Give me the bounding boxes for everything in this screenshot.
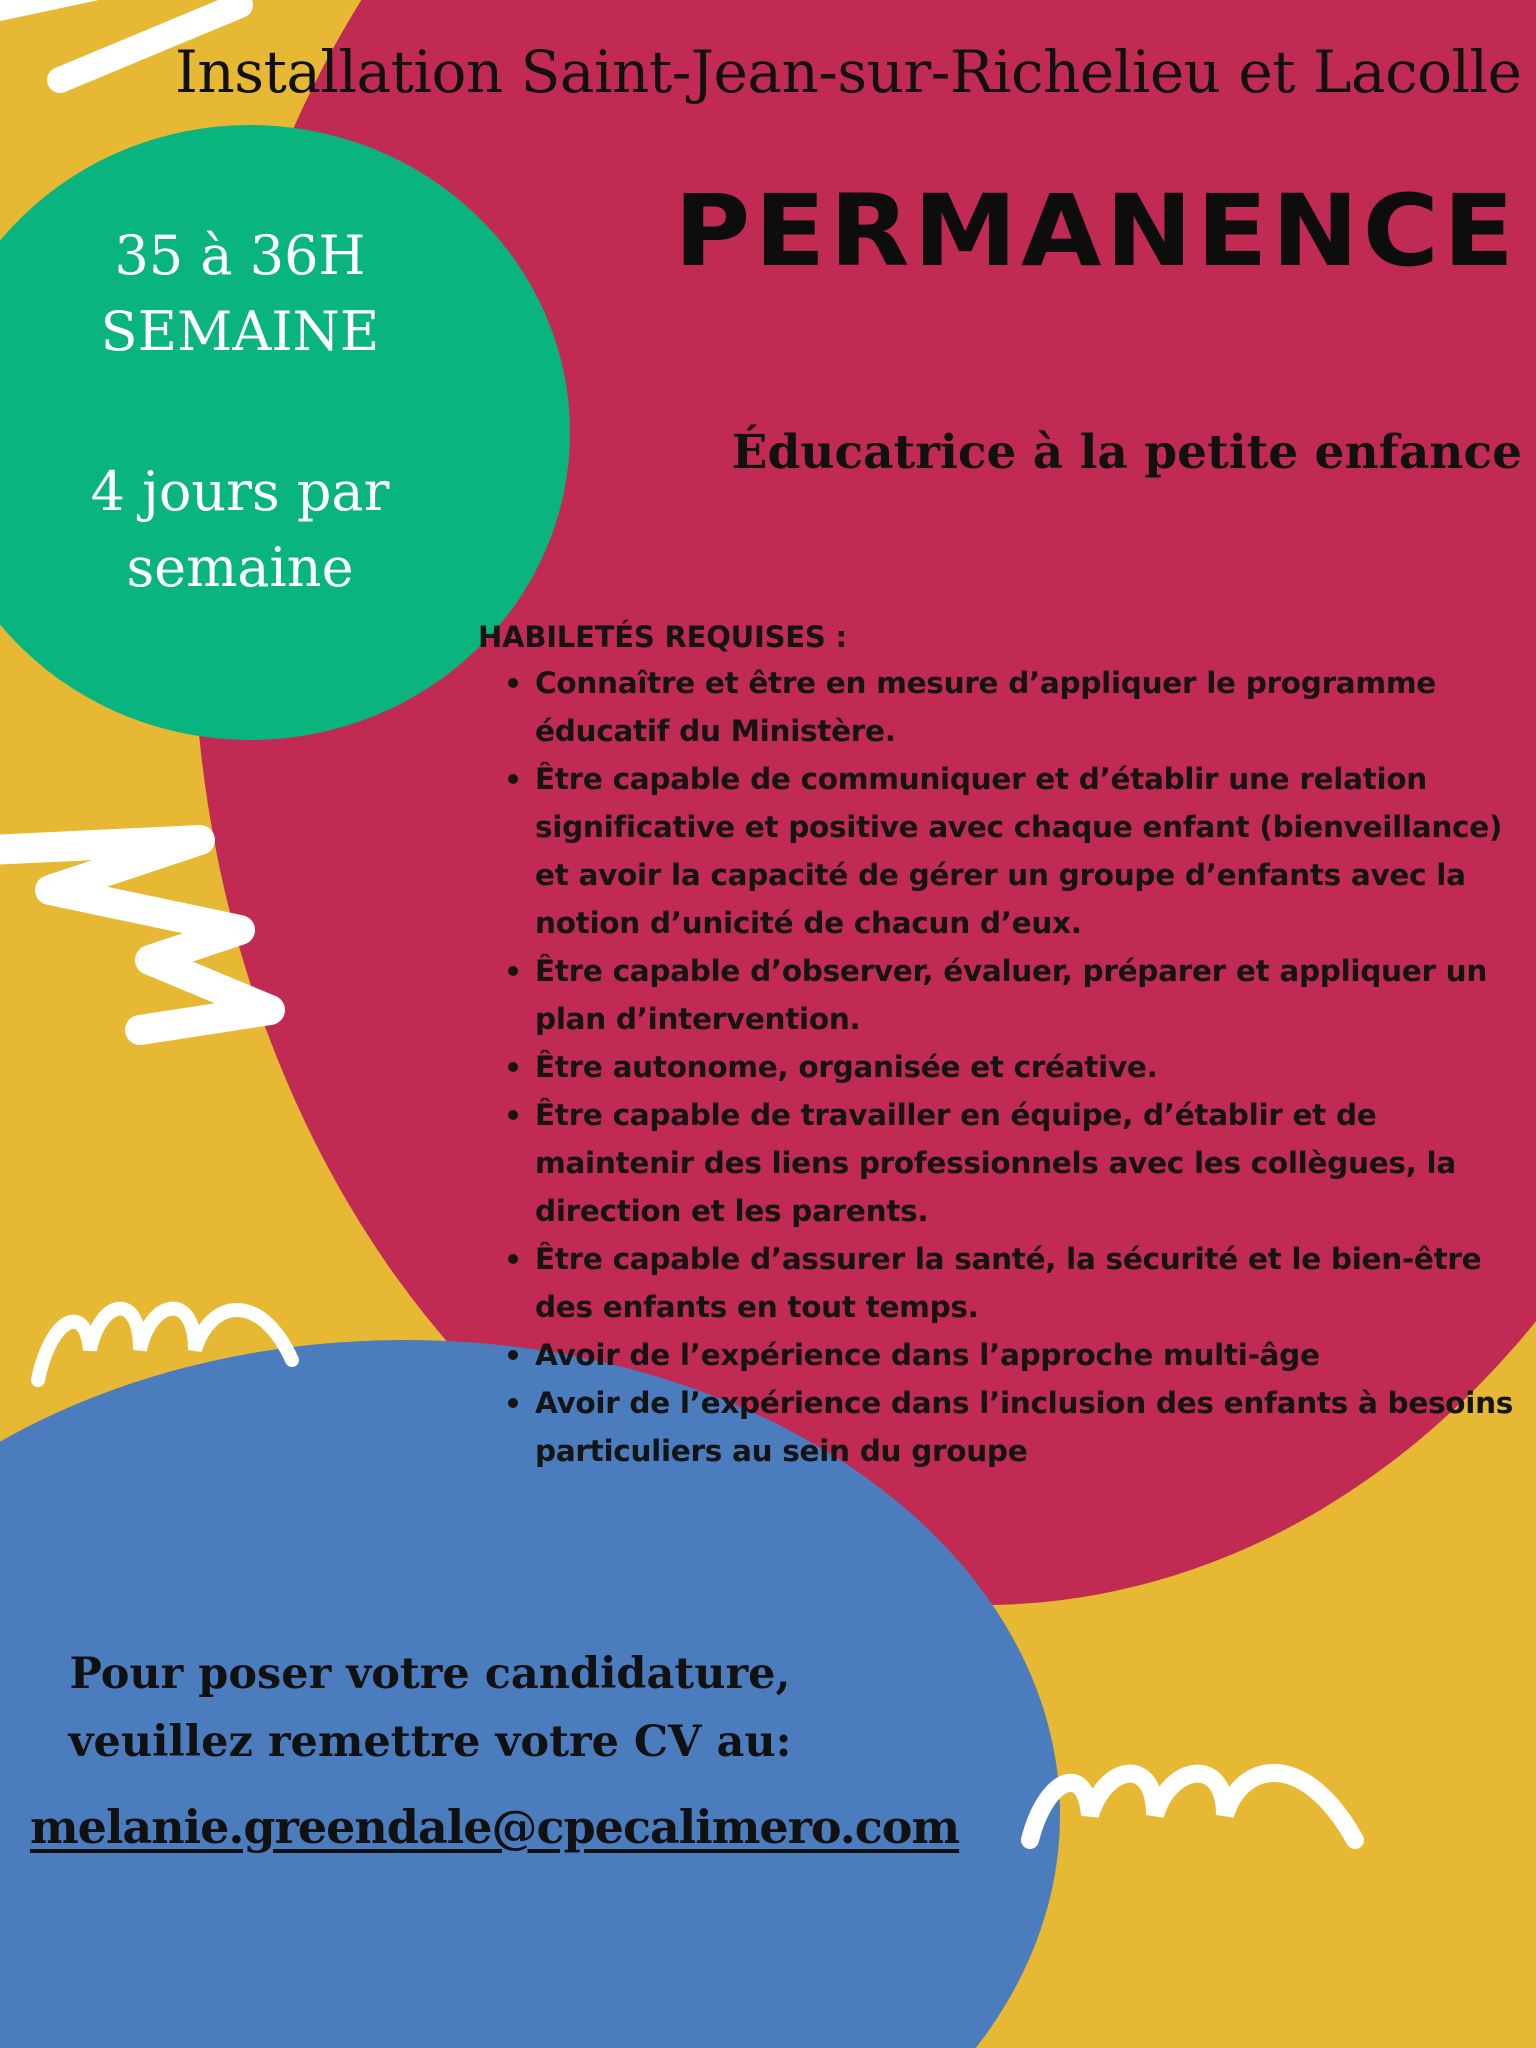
permanence-title: PERMANENCE	[674, 173, 1518, 289]
job-title: Éducatrice à la petite enfance	[731, 425, 1522, 480]
skill-item: Connaître et être en mesure d’appliquer le programme éducatif du Ministère.	[535, 659, 1536, 755]
days-line-2: semaine	[126, 536, 354, 599]
skills-heading: HABILETÉS REQUISES :	[478, 620, 847, 654]
apply-line-1: Pour poser votre candidature,	[69, 1649, 791, 1699]
skill-item: Être capable d’assurer la santé, la sécurité et le bien-être des enfants en tout temps.	[535, 1235, 1536, 1331]
schedule-info	[30, 218, 450, 606]
days-line-1: 4 jours par	[90, 460, 390, 523]
squiggle-left-zigzag-icon	[0, 820, 300, 1080]
hours-line-1: 35 à 36H	[114, 224, 366, 287]
skills-list	[478, 659, 1536, 1475]
location-title: Installation Saint-Jean-sur-Richelieu et Lacolle	[175, 38, 1522, 106]
skills-section	[478, 620, 1536, 1475]
apply-line-2: veuillez remettre votre CV au:	[68, 1717, 792, 1767]
skill-item: Être capable de travailler en équipe, d’établir et de maintenir des liens professionnels avec les collègues, la direction et les parents.	[535, 1091, 1536, 1235]
skill-item: Avoir de l’expérience dans l’inclusion des enfants à besoins particuliers au sein du groupe	[535, 1379, 1536, 1475]
skill-item: Être capable d’observer, évaluer, préparer et appliquer un plan d’intervention.	[535, 947, 1536, 1043]
skill-item: Être capable de communiquer et d’établir une relation significative et positive avec chaque enfant (bienveillance) et avoir la capacité de gérer un groupe d’enfants avec la notion d’unicité de chacun d’eux.	[535, 755, 1536, 947]
apply-instructions	[20, 1640, 840, 1776]
squiggle-left-loops-icon	[30, 1280, 310, 1390]
skill-item: Avoir de l’expérience dans l’approche multi-âge	[535, 1331, 1536, 1379]
email-link[interactable]: melanie.greendale@cpecalimero.com	[30, 1800, 960, 1854]
hours-line-2: SEMAINE	[100, 300, 380, 363]
skill-item: Être autonome, organisée et créative.	[535, 1043, 1536, 1091]
squiggle-bottom-right-loops-icon	[1020, 1740, 1370, 1860]
